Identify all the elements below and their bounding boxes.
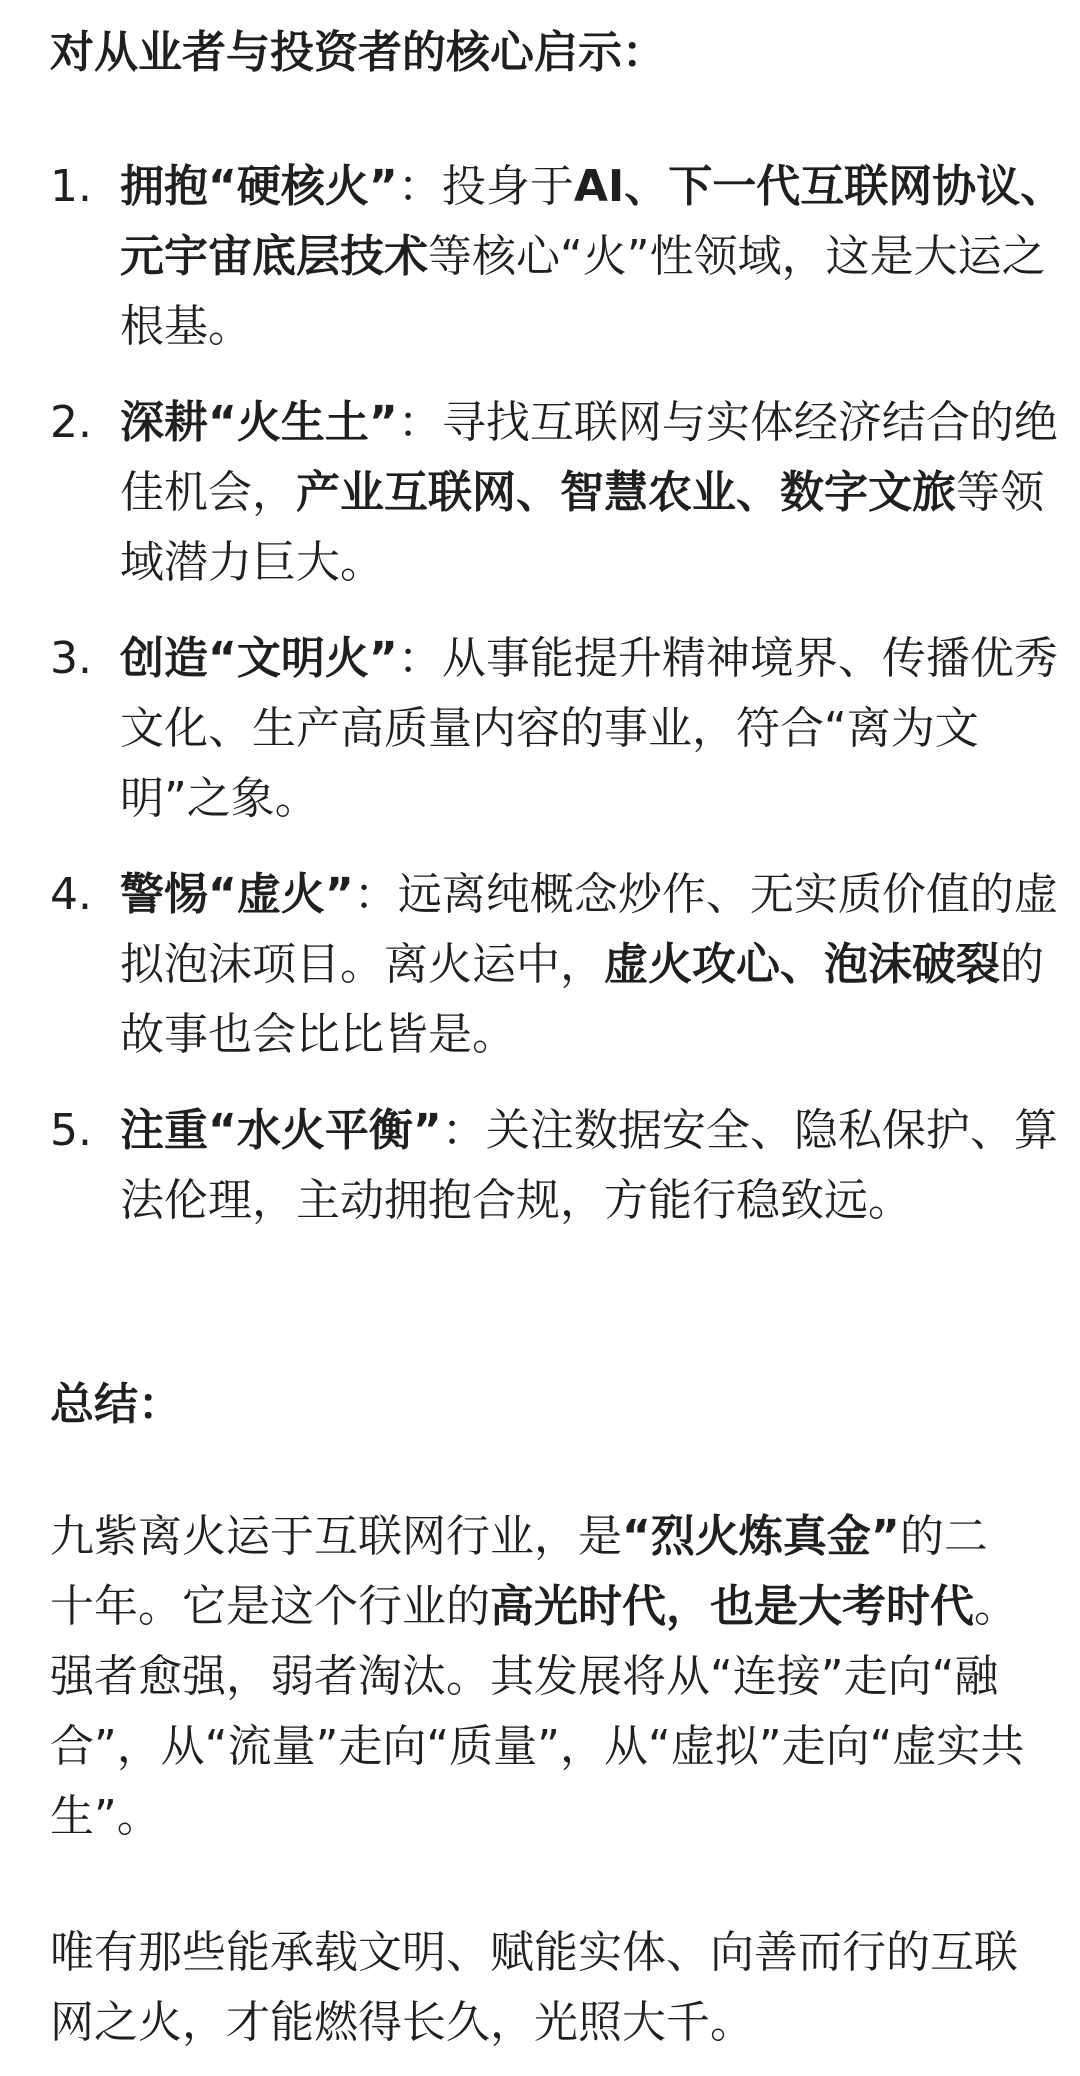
list-item [50,860,1070,1070]
paragraph-emphasis: 高光时代，也是大考时代 [490,1581,974,1632]
item-text [120,388,1070,598]
summary-heading: 总结： [50,1379,182,1430]
item-number: 1. [50,161,92,212]
item-text [120,1096,1070,1236]
item-body: 等领域潜力巨大。 [120,467,1044,588]
summary-paragraph [50,1502,1030,1852]
paragraph-body: 九紫离火运于互联网行业，是 [50,1511,622,1562]
list-item [50,624,1070,834]
item-body: ：从事能提升精神境界、传播优秀文化、生产高质量内容的事业，符合“离为文明”之象。 [120,633,1058,824]
item-title: 警惕“虚火” [120,869,354,920]
item-body: ：投身于 [397,161,574,212]
item-body: ：远离纯概念炒作、无实质价值的虚拟泡沫项目。离火运中， [120,869,1058,990]
paragraph-text [50,1502,1030,1852]
insights-heading: 对从业者与投资者的核心启示： [50,27,666,78]
item-text [120,860,1070,1070]
item-number: 3. [50,633,92,684]
item-title: 创造“文明火” [120,633,398,684]
item-body: ：寻找互联网与实体经济结合的绝佳机会， [120,397,1058,518]
item-title: 注重“水火平衡” [120,1105,442,1156]
list-item [50,1096,1070,1236]
paragraph-text: 唯有那些能承载文明、赋能实体、向善而行的互联网之火，才能燃得长久，光照大千。 [50,1927,1018,2048]
list-item [50,388,1070,598]
item-text [120,624,1070,834]
item-number: 5. [50,1105,92,1156]
item-body: ：关注数据安全、隐私保护、算法伦理，主动拥抱合规，方能行稳致远。 [120,1105,1058,1226]
item-body: 的故事也会比比皆是。 [120,939,1044,1060]
item-title: 深耕“火生土” [120,397,398,448]
closing-paragraph [50,1918,1030,2058]
paragraph-body: 。强者愈强，弱者淘汰。其发展将从“连接”走向“融合”，从“流量”走向“质量”，从“虚拟”走向“虚实共生”。 [50,1581,1025,1842]
item-emphasis: 产业互联网、智慧农业、数字文旅 [296,467,956,518]
paragraph-body: 的二十年。它是这个行业的 [50,1511,988,1632]
item-number: 4. [50,869,92,920]
paragraph-emphasis: “烈火炼真金” [622,1511,900,1562]
item-number: 2. [50,397,92,448]
item-title: 拥抱“硬核火” [120,161,398,212]
item-emphasis: 虚火攻心、泡沫破裂 [604,939,1000,990]
item-emphasis: AI、下一代互联网协议、元宇宙底层技术 [120,161,1065,282]
item-body: 等核心“火”性领域，这是大运之根基。 [120,231,1046,352]
list-item [50,152,1070,362]
item-text [120,152,1070,362]
insights-list [50,152,1065,1262]
